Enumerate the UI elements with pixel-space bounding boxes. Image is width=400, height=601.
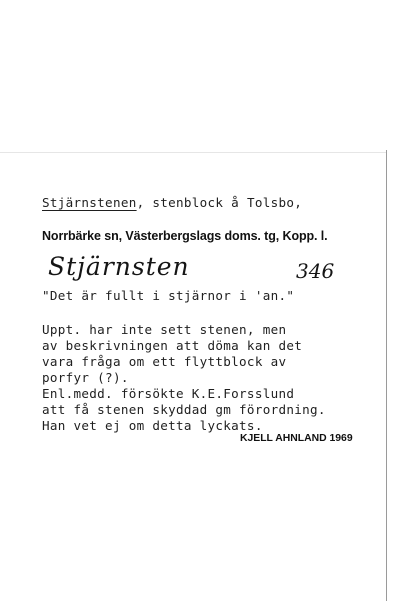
body-line: Han vet ej om detta lyckats. (42, 418, 263, 433)
body-line: vara fråga om ett flyttblock av (42, 354, 287, 369)
card-heading (42, 195, 302, 210)
parish-stamp: Norrbärke sn, Västerbergslags doms. tg, Kopp. l. (42, 229, 328, 243)
body-line: porfyr (?). (42, 370, 129, 385)
body-line: av beskrivningen att döma kan det (42, 338, 303, 353)
heading-description: , stenblock å Tolsbo, (136, 195, 303, 210)
card-right-edge (386, 150, 387, 601)
saying-quote: "Det är fullt i stjärnor i 'an." (42, 288, 295, 303)
body-line: att få stenen skyddad gm förordning. (42, 402, 326, 417)
heading-place-name: Stjärnstenen (42, 195, 137, 210)
body-line: Enl.medd. försökte K.E.Forsslund (42, 386, 295, 401)
handwritten-name: Stjärnsten (48, 252, 190, 281)
handwritten-number: 346 (296, 259, 335, 283)
body-line: Uppt. har inte sett stenen, men (42, 322, 287, 337)
card-top-edge (0, 152, 386, 153)
collector-signature-stamp: KJELL AHNLAND 1969 (240, 433, 353, 444)
